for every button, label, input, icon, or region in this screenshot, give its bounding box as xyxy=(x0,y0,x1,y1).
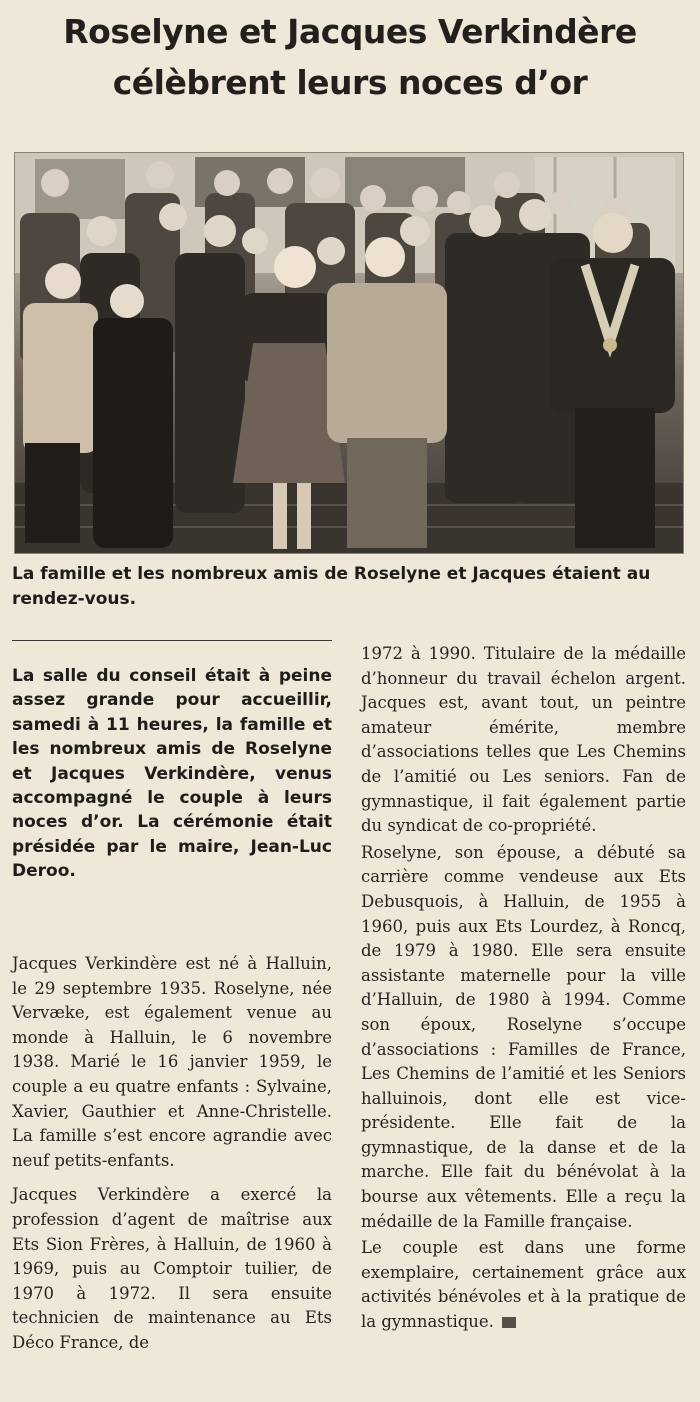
body-paragraph: Roselyne, son épouse, a débuté sa carrière comme vendeuse aux Ets Debusquois, à Halluin, de 1955 à 1960, puis aux Ets Lourdez, à Roncq, de 1979 à 1980. Elle sera ensuite assistante maternelle pour la ville d’Halluin, de 1980 à 1994. Comme son époux, Roselyne s’occupe d’associations : Familles de France, Les Chemins de l’amitié et les Seniors halluinois, dont elle est vice-présidente. Elle fait de la gymnastique, de la danse et de la marche. Elle fait du bénévolat à la bourse aux vêtements. Elle a reçu la médaille de la Famille française. xyxy=(361,842,686,1231)
body-paragraph: Jacques Verkindère est né à Halluin, le 29 septembre 1935. Roselyne, née Vervæke, est également venue au monde à Halluin, le 6 novembre 1938. Marié le 16 janvier 1959, le couple a eu quatre enfants : Sylvaine, Xavier, Gauthier et Anne-Christelle. La famille s’est encore agrandie avec neuf petits-enfants. xyxy=(12,954,332,1170)
body-paragraph: Jacques Verkindère a exercé la profession d’agent de maîtrise aux Ets Sion Frères, à Halluin, de 1960 à 1969, puis au Comptoir tuilier, de 1970 à 1972. Il sera ensuite technicien de maintenance au Ets Déco France, de xyxy=(12,1185,332,1352)
headline xyxy=(0,6,700,108)
headline-line-2: célèbrent leurs noces d’or xyxy=(112,63,588,102)
body-paragraph-text: Le couple est dans une forme exemplaire, certainement grâce aux activités bénévoles et à la pratique de la gymnastique. xyxy=(361,1238,686,1332)
end-of-article-icon xyxy=(502,1317,516,1328)
lead-paragraph: La salle du conseil était à peine assez grande pour accueillir, samedi à 11 heures, la famille et les nombreux amis de Roselyne et Jacques Verkindère, venus accompagné le couple à leurs noces d’or. La cérémonie était présidée par le maire, Jean-Luc Deroo. xyxy=(12,666,332,882)
body-paragraph-final xyxy=(361,1236,686,1334)
group-photo-illustration xyxy=(15,153,683,553)
body-column-left xyxy=(12,952,332,1366)
body-column-right xyxy=(361,642,686,1337)
section-divider xyxy=(12,640,332,641)
group-photo xyxy=(14,152,684,554)
body-paragraph: 1972 à 1990. Titulaire de la médaille d’honneur du travail échelon argent. Jacques est, avant tout, un peintre amateur émérite, membre d’associations telles que Les Chemins de l’amitié ou Les seniors. Fan de gymnastique, il fait également partie du syndicat de co-propriété. xyxy=(361,644,686,836)
photo-caption: La famille et les nombreux amis de Roselyne et Jacques étaient au rendez-vous. xyxy=(12,564,651,609)
headline-line-1: Roselyne et Jacques Verkindère xyxy=(63,12,637,51)
